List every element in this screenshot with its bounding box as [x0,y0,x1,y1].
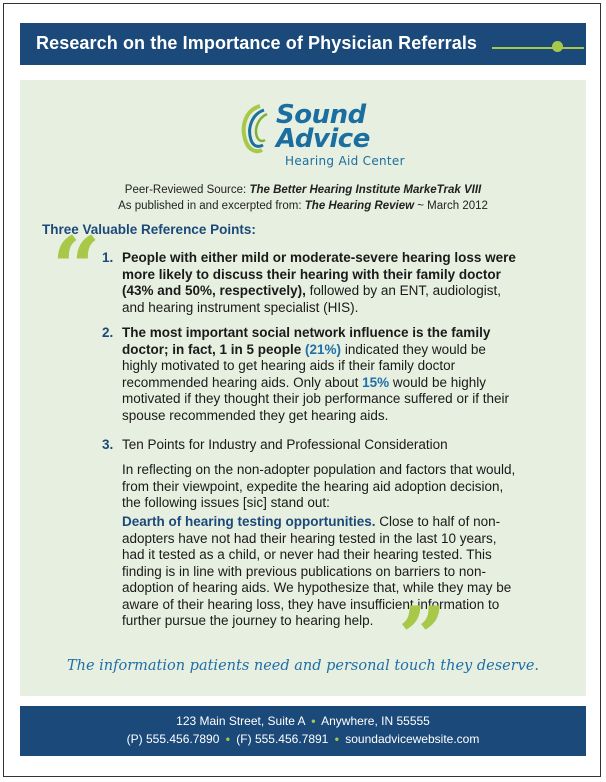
point-bold-text: People with either mild or moderate-severe hearing loss were more likely to discuss their hearing with their family doctor (43% and 50%, respectively), [122,250,516,298]
logo-tagline: Hearing Aid Center [285,154,405,168]
footer [20,706,586,756]
point-intro: In reflecting on the non-adopter population and factors that would, from their viewpoint, expedite the hearing aid adoption decision, the following issues [sic] stand out: [122,462,516,510]
close-quote-icon: ” [398,588,447,687]
point-title: Ten Points for Industry and Professional Consideration [122,437,448,452]
footer-city: Anywhere, IN 55555 [321,714,430,728]
open-quote-icon: “ [52,218,101,317]
footer-phone: (P) 555.456.7890 [126,732,220,746]
footer-contact-line [20,732,586,746]
page-title: Research on the Importance of Physician Referrals [36,33,478,53]
point-number: 3. [102,437,114,452]
point-number: 1. [102,250,114,265]
point-number: 2. [102,325,114,340]
separator-dot: • [311,714,316,728]
source-line-1 [20,184,586,196]
banner-accent-line [492,47,584,49]
separator-dot: • [225,732,230,746]
source-line-2 [20,200,586,212]
source-prefix: Peer-Reviewed Source: [124,184,250,196]
point-bold-text: The most important social network influence is the family doctor; in fact, 1 in 5 people [122,325,491,357]
point-mid-text: indicated they would be highly motivated to get hearing aids if their family doctor recommended hearing aids. Only about [122,341,486,390]
published-title: The Hearing Review [304,200,415,212]
separator-dot: • [334,732,339,746]
logo-word-advice: Advice [276,124,370,154]
section-heading: Three Valuable Reference Points: [42,222,256,237]
logo-word-sound: Sound [276,100,366,130]
logo [238,100,405,170]
footer-website[interactable]: soundadvicewebsite.com [345,732,480,746]
stat-highlight: 15% [362,374,390,390]
stat-highlight: (21%) [305,341,342,357]
point-body [122,514,520,630]
published-date: ~ March 2012 [414,200,488,212]
point-rest-text: would be highly motivated if they thought their job performance suffered or if their spouse recommended they get hearing aids. [122,374,509,423]
header-banner [20,23,586,65]
point-body-text: Close to half of non-adopters have not had their hearing tested in the last 10 years, had it tested as a child, or never had their hearing tested. This finding is in line with previous publications on barriers to non-adoption of hearing aids. We hypothesize that, while they may be aware of their hearing loss, they have insufficient information to further pursue the journey to hearing help. [122,514,512,628]
point-lead: Dearth of hearing testing opportunities. [122,514,376,529]
banner-accent-dot [552,41,563,52]
source-title: The Better Hearing Institute MarkeTrak VIII [249,184,482,196]
published-prefix: As published in and excerpted from: [118,200,305,212]
point-text [122,325,518,424]
ear-swirl-icon [238,104,274,154]
point-rest-text: followed by an ENT, audiologist, and hearing instrument specialist (HIS). [122,283,501,315]
tagline: The information patients need and personal touch they deserve. [66,658,540,674]
footer-address: 123 Main Street, Suite A [176,714,305,728]
footer-address-line [20,714,586,728]
footer-fax: (F) 555.456.7891 [236,732,329,746]
point-text [122,250,518,316]
